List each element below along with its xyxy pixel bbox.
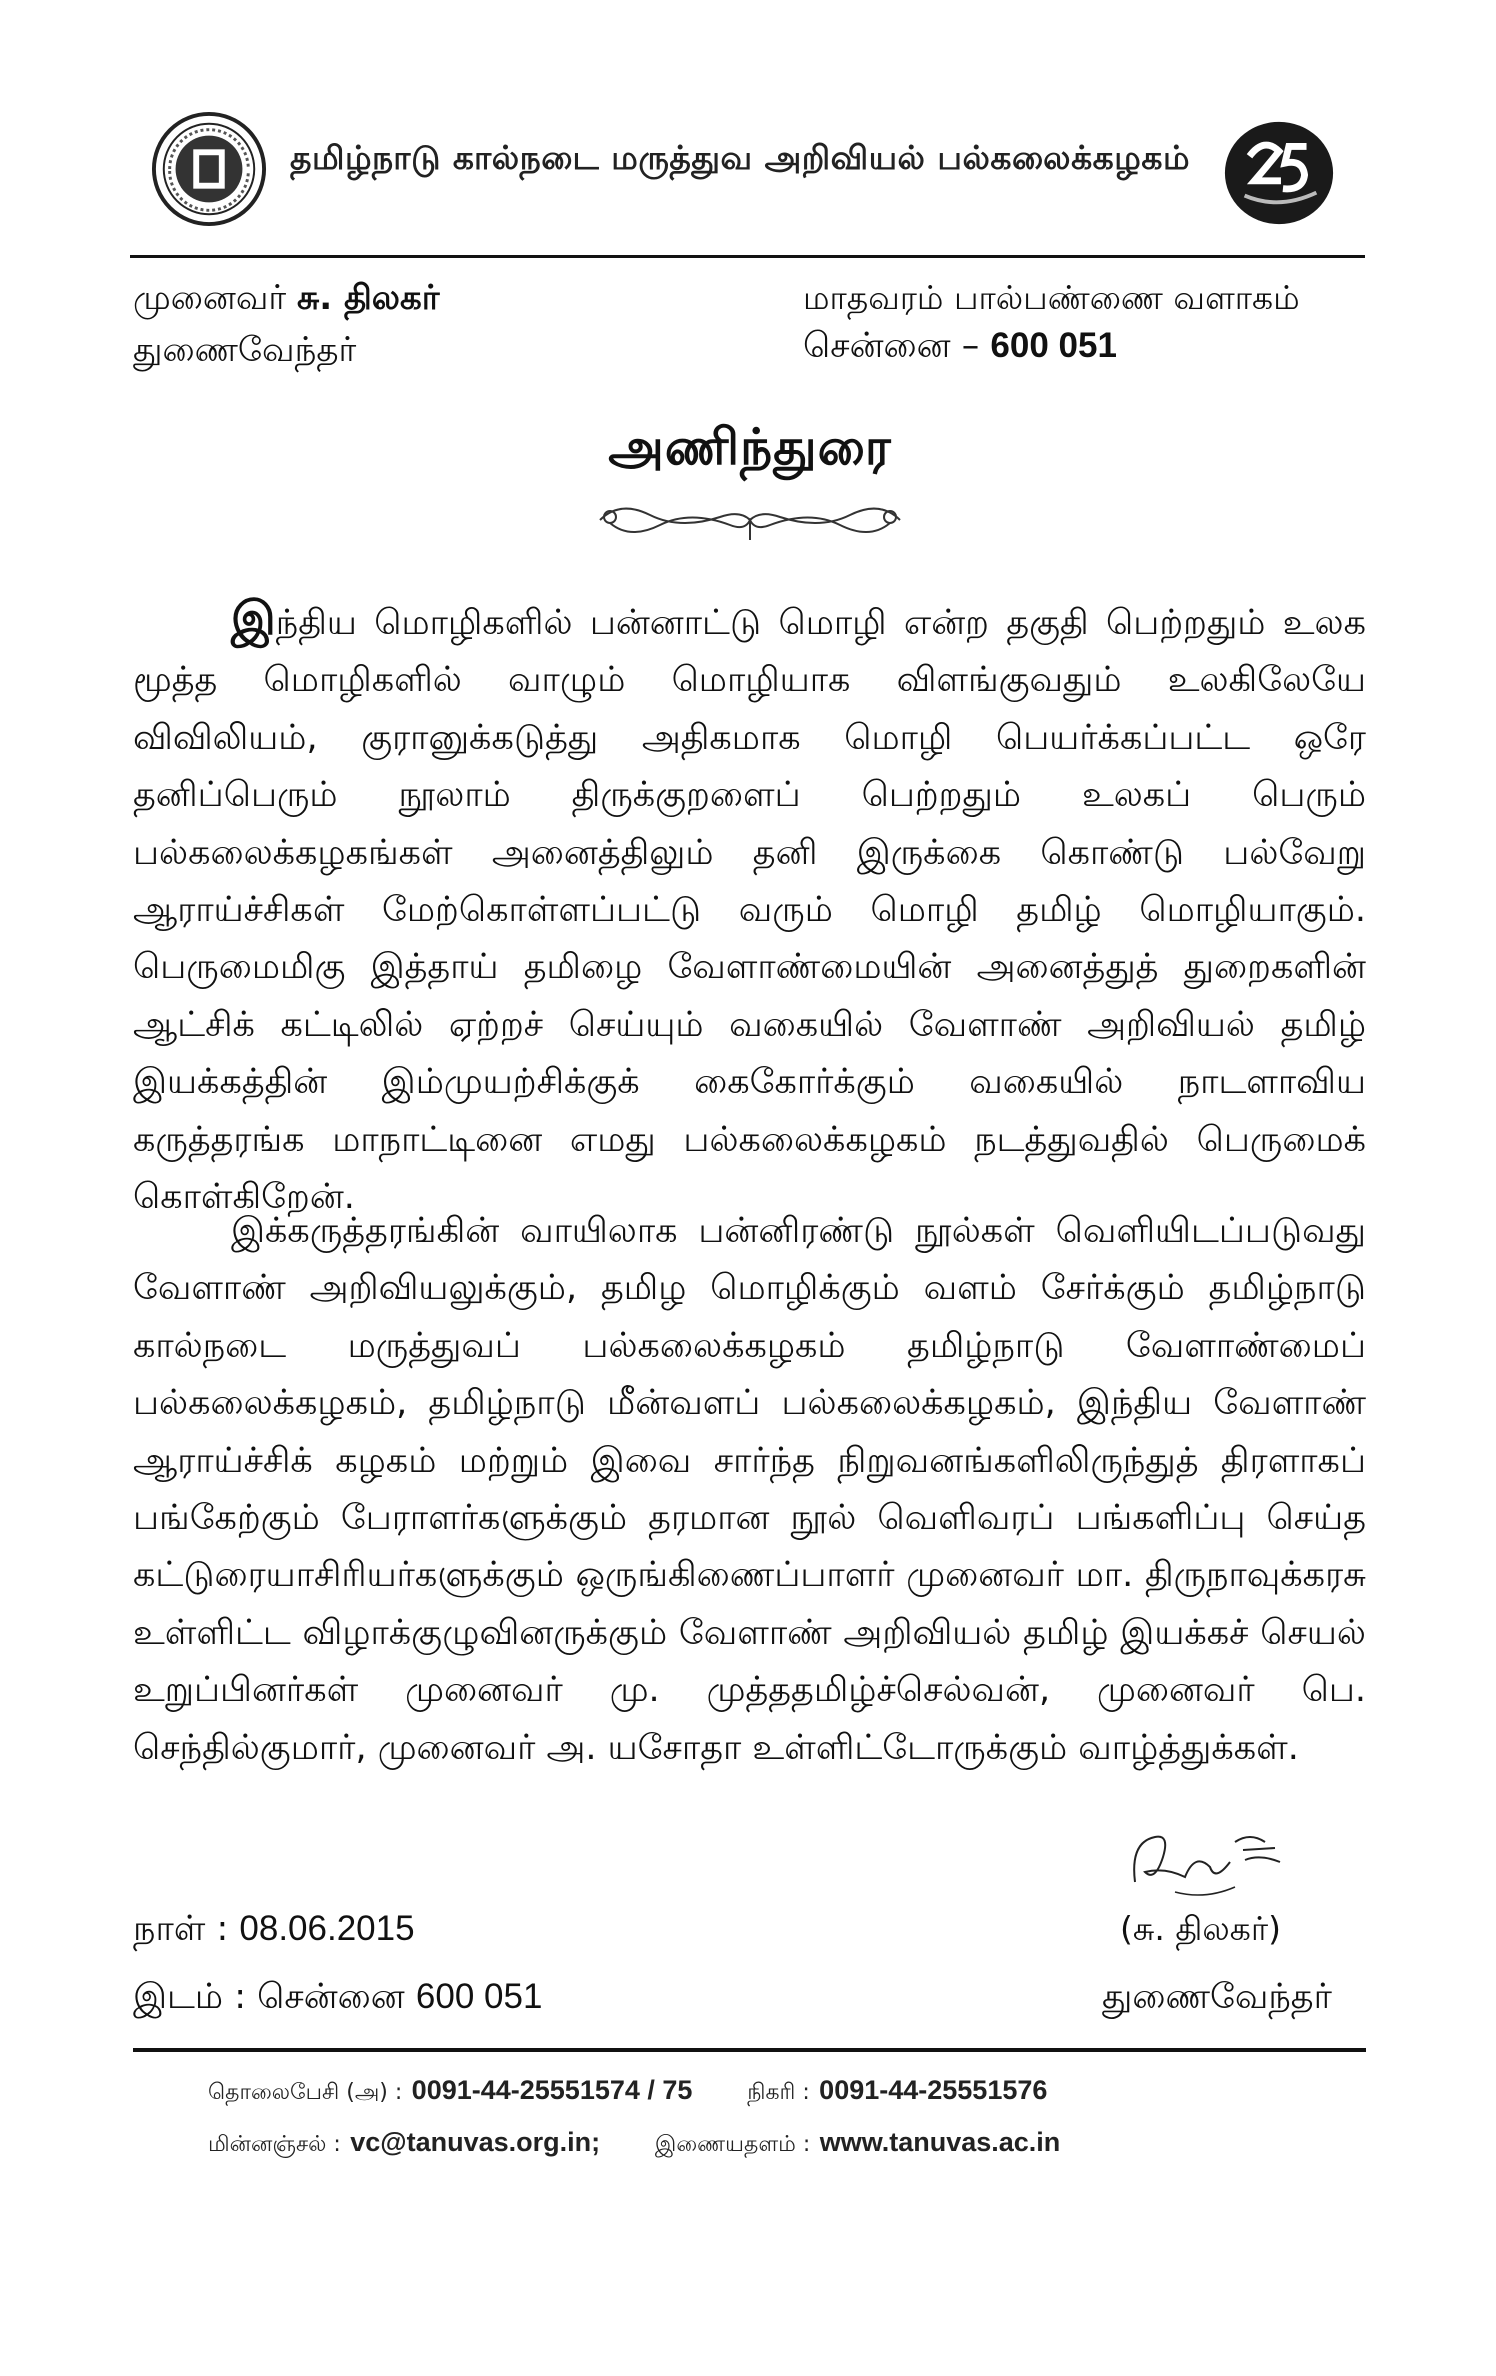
anniversary-25-emblem-icon [1220,112,1338,230]
phone-value: 0091-44-25551574 / 75 [411,2075,693,2105]
footer-contact-phone [208,2075,1047,2108]
date-value: 08.06.2015 [239,1909,415,1948]
university-seal-icon [150,110,268,228]
footer-contact-web [208,2127,1060,2160]
header-divider [130,255,1365,258]
signatory-designation: துணைவேந்தர் [1102,1977,1332,2017]
body-paragraph-1 [133,590,1366,1226]
footer-divider [133,2048,1366,2052]
date-line [133,1909,415,1953]
page-title: அணிந்துரை [608,418,892,476]
fax-label: நிகரி : [747,2080,810,2105]
email-value: vc@tanuvas.org.in; [350,2127,601,2157]
sender-name-text: சு. திலகர் [297,278,440,318]
website-value: www.tanuvas.ac.in [819,2127,1061,2157]
address-pincode: 600 051 [990,326,1117,365]
paragraph-1-text: ந்திய மொழிகளில் பன்னாட்டு மொழி என்ற தகுதி பெற்றதும் உலக மூத்த மொழிகளில் வாழும் மொழியாக விளங்குவதும் உலகிலேயே விவிலியம், குரானுக்கடுத்து அதிகமாக மொழி பெயர்க்கப்பட்ட ஒரே தனிப்பெரும் நூலாம் திருக்குறளைப் பெற்றதும் உலகப் பெரும் பல்கலைக்கழகங்கள் அனைத்திலும் தனி இருக்கை கொண்டு பல்வேறு ஆராய்ச்சிகள் மேற்கொள்ளப்பட்டு வரும் மொழி தமிழ் மொழியாகும். பெருமைமிகு இத்தாய் தமிழை வேளாண்மையின் அனைத்துத் துறைகளின் ஆட்சிக் கட்டிலில் ஏற்றச் செய்யும் வகையில் வேளாண் அறிவியல் தமிழ் இயக்கத்தின் இம்முயற்சிக்குக் கைகோர்க்கும் வகையில் நாடளாவிய கருத்தரங்க மாநாட்டினை எமது பல்கலைக்கழகம் நடத்துவதில் பெருமைக் கொள்கிறேன். [133,603,1366,1218]
signatory-name: (சு. திலகர்) [1120,1909,1282,1948]
address-line1: மாதவரம் பால்பண்ணை வளாகம் [803,278,1300,317]
address-city: சென்னை [803,326,951,366]
fax-value: 0091-44-25551576 [819,2075,1048,2105]
address-dash: – [961,326,980,366]
place-line [133,1977,542,2021]
date-label: நாள் : [133,1909,229,1949]
website-label: இணையதளம் : [654,2132,811,2157]
paragraph-dropcap: இ [231,591,276,645]
sender-designation: துணைவேந்தர் [133,330,357,370]
email-label: மின்னஞ்சல் : [208,2132,341,2157]
university-name: தமிழ்நாடு கால்நடை மருத்துவ அறிவியல் பல்கலைக்கழகம் [290,138,1191,177]
handwritten-signature [1115,1812,1295,1907]
phone-label: தொலைபேசி (அ) : [208,2080,403,2105]
address-line2 [803,326,1117,370]
decorative-flourish-icon [590,495,910,545]
body-paragraph-2: இக்கருத்தரங்கின் வாயிலாக பன்னிரண்டு நூல்கள் வெளியிடப்படுவது வேளாண் அறிவியலுக்கும், தமிழ மொழிக்கும் வளம் சேர்க்கும் தமிழ்நாடு கால்நடை மருத்துவப் பல்கலைக்கழகம் தமிழ்நாடு வேளாண்மைப் பல்கலைக்கழகம், தமிழ்நாடு மீன்வளப் பல்கலைக்கழகம், இந்திய வேளாண் ஆராய்ச்சிக் கழகம் மற்றும் இவை சார்ந்த நிறுவனங்களிலிருந்துத் திரளாகப் பங்கேற்கும் பேராளர்களுக்கும் தரமான நூல் வெளிவரப் பங்களிப்பு செய்த கட்டுரையாசிரியர்களுக்கும் ஒருங்கிணைப்பாளர் முனைவர் மா. திருநாவுக்கரசு உள்ளிட்ட விழாக்குழுவினருக்கும் வேளாண் அறிவியல் தமிழ் இயக்கச் செயல் உறுப்பினர்கள் முனைவர் மு. முத்ததமிழ்ச்செல்வன், முனைவர் பெ. செந்தில்குமார், முனைவர் அ. யசோதா உள்ளிட்டோருக்கும் வாழ்த்துக்கள். [133,1211,1366,1768]
place-pincode: 600 051 [415,1977,543,2016]
place-label: இடம் : [133,1977,246,2017]
sender-name [133,278,440,322]
sender-prefix: முனைவர் [133,278,287,318]
place-city: சென்னை [257,1977,405,2017]
